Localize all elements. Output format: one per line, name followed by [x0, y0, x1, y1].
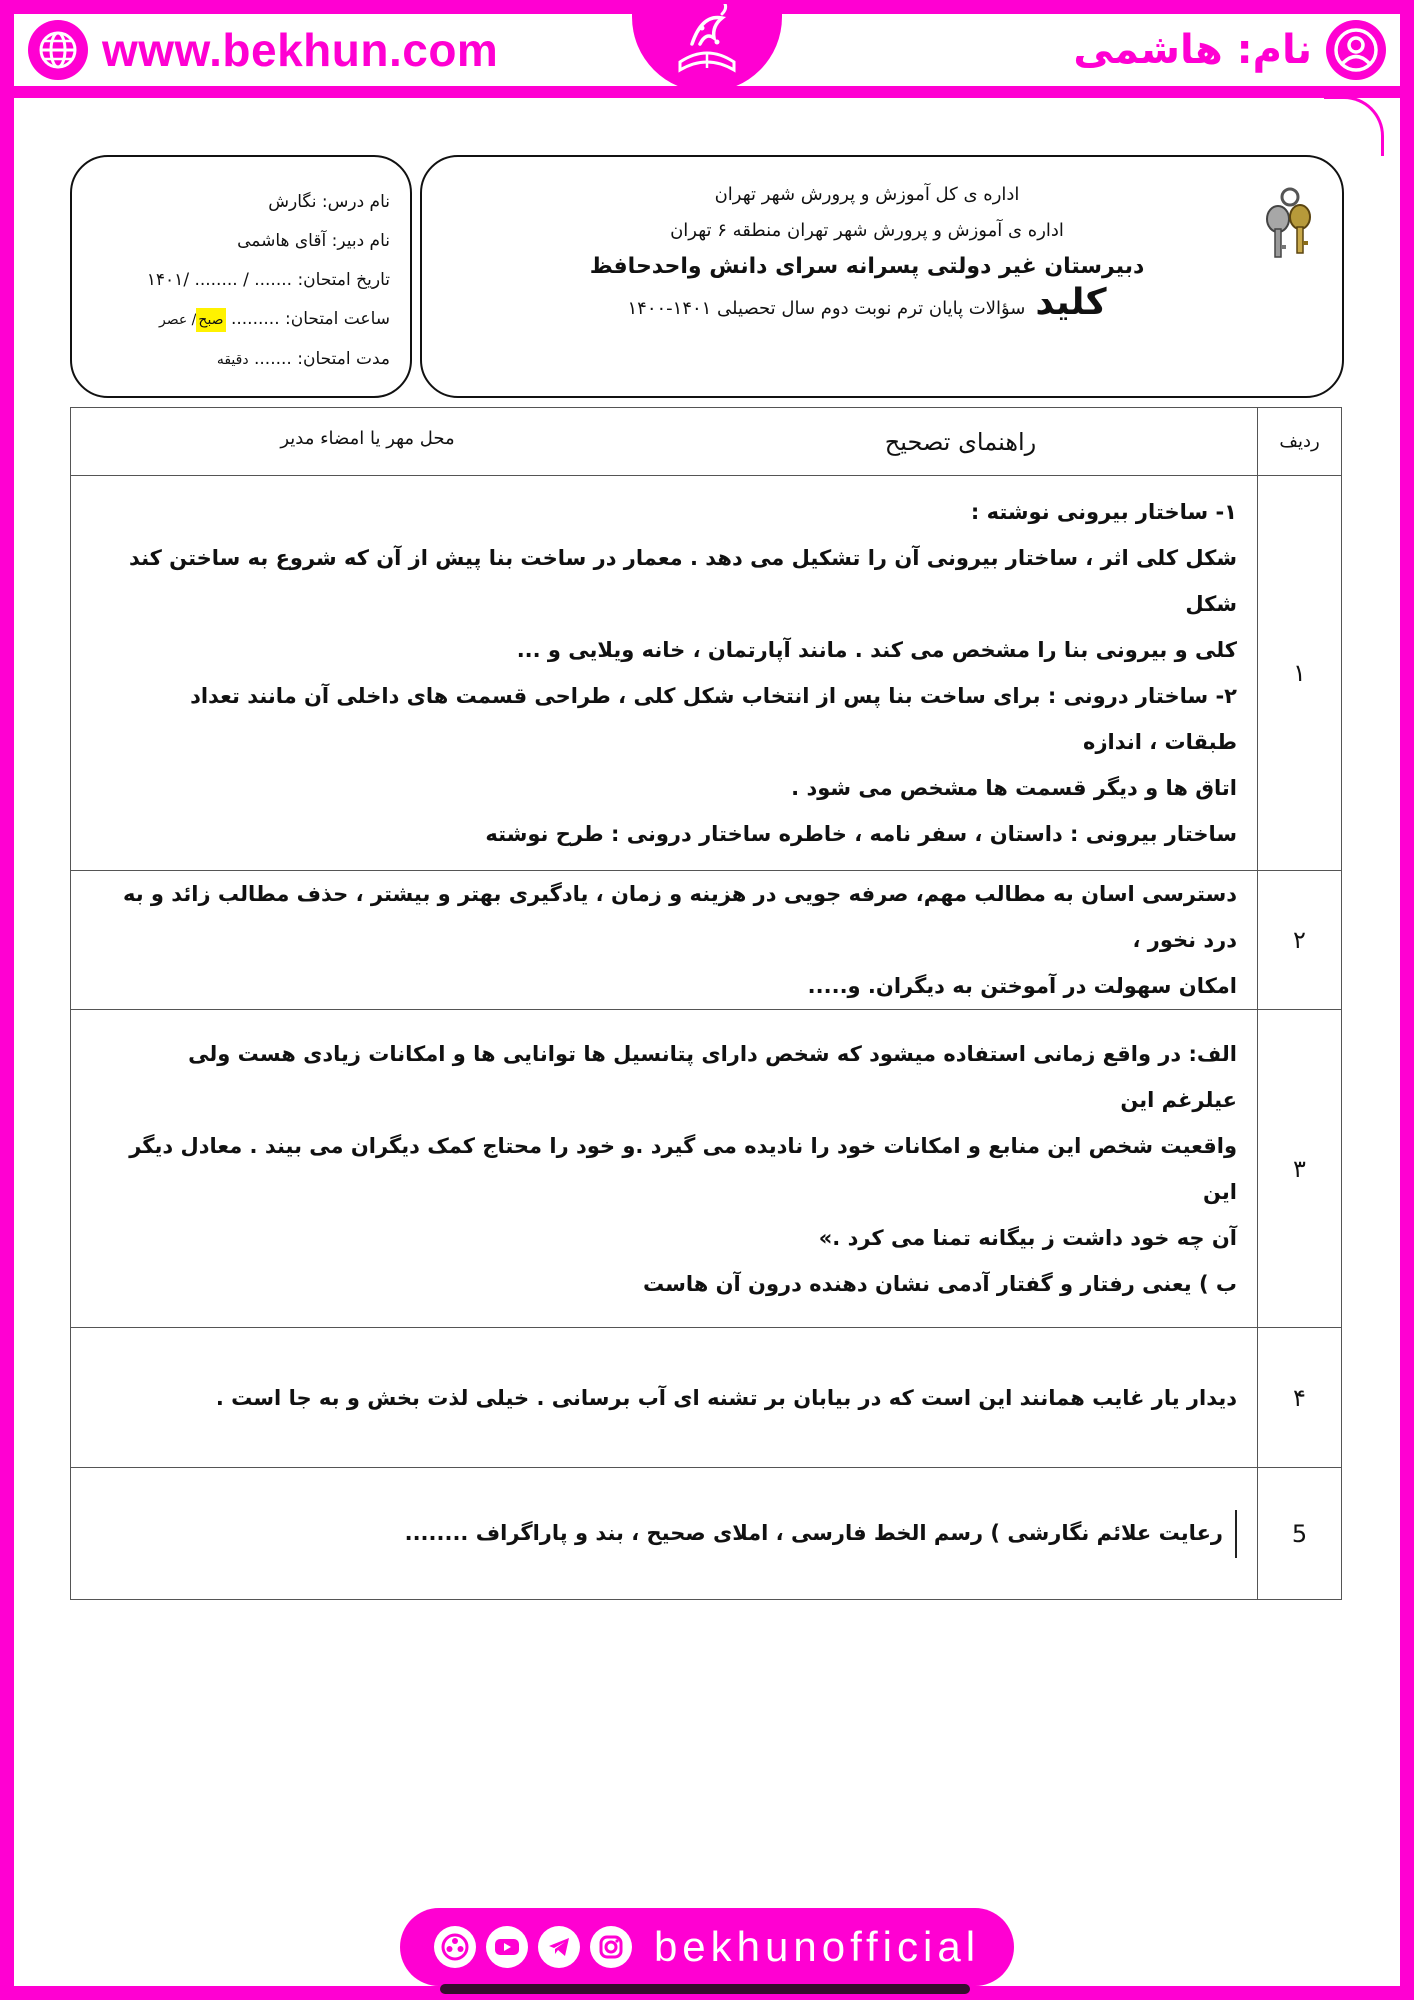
answer-line: امکان سهولت در آموختن به دیگران. و..... [807, 974, 1237, 998]
subject-field: نام درس: نگارش [268, 192, 390, 212]
social-handle[interactable]: bekhunofficial [653, 1923, 981, 1970]
answer-line: دیدار یار غایب همانند این است که در بیابان بر تشنه ای آب برسانی . خیلی لذت بخش و به جا است . [215, 1385, 1237, 1410]
table-row [71, 476, 1342, 871]
duration-unit: دقیقه [216, 352, 249, 368]
answer-cell [71, 871, 1258, 1010]
answer-line: کلی و بیرونی بنا را مشخص می کند . مانند آپارتمان ، خانه ویلایی و ... [516, 638, 1237, 662]
answer-line: ۲- ساختار درونی : برای ساخت بنا پس از انتخاب شکل کلی ، طراحی قسمت های داخلی آن مانند تعداد طبقات ، اندازه [190, 684, 1237, 754]
globe-icon [28, 20, 88, 80]
table-row [71, 1328, 1342, 1468]
teacher-field: نام دبیر: آقای هاشمی [237, 231, 390, 251]
row-number: ۲ [1258, 871, 1342, 1010]
user-icon [1326, 20, 1386, 80]
time-morning: صبح [196, 308, 225, 332]
footer-shadow [440, 1984, 970, 1994]
answer-line: ب ) یعنی رفتار و گفتار آدمی نشان دهنده درون آن هاست [642, 1271, 1237, 1296]
answer-line: واقعیت شخص این منابع و امکانات خود را نادیده می گیرد .و خود را محتاج کمک دیگران می بیند . معادل دیگر این [129, 1133, 1237, 1204]
answer-cell [71, 476, 1258, 871]
time-field [92, 300, 390, 340]
row-number: ۱ [1258, 476, 1342, 871]
answer-cell [71, 1328, 1258, 1468]
row-number: ۳ [1258, 1010, 1342, 1328]
answer-key-table [70, 407, 1342, 1600]
table-row [71, 1468, 1342, 1600]
header-line-1: اداره ی کل آموزش و پرورش شهر تهران [714, 184, 1020, 205]
exam-info-box [70, 155, 412, 398]
owner-text: نام: هاشمی [1073, 27, 1312, 73]
social-footer [400, 1908, 1014, 1986]
instagram-icon[interactable] [590, 1926, 632, 1968]
col-guide-header [71, 408, 1258, 476]
answer-line: ساختار بیرونی : داستان ، سفر نامه ، خاطره ساختار درونی : طرح نوشته [485, 822, 1237, 846]
duration-field [92, 340, 390, 380]
exam-title: سؤالات پایان ترم نوبت دوم سال تحصیلی ۱۴۰۱-۱۴۰۰ [627, 298, 1026, 319]
exam-title-row [502, 282, 1232, 327]
answer-line: آن چه خود داشت ز بیگانه تمنا می کرد .» [818, 1225, 1237, 1250]
answer-line: اتاق ها و دیگر قسمت ها مشخص می شود . [791, 776, 1237, 800]
row-number: ۴ [1258, 1328, 1342, 1468]
time-evening: / عصر [159, 312, 197, 328]
answer-line: شکل کلی اثر ، ساختار بیرونی آن را تشکیل می دهد . معمار در ساخت بنا پیش از آن که شروع به ساختن کند شکل [128, 546, 1237, 616]
keys-icon [1260, 183, 1316, 263]
film-reel-icon[interactable] [434, 1926, 476, 1968]
answer-cell [71, 1010, 1258, 1328]
sign-area-label: محل مهر یا امضاء مدیر [280, 427, 455, 449]
duration-label: مدت امتحان: ....... [254, 349, 390, 369]
col-row-header: ردیف [1258, 408, 1342, 476]
answer-line: دسترسی اسان به مطالب مهم، صرفه جویی در هزینه و زمان ، یادگیری بهتر و بیشتر ، حذف مطالب زائد و به درد نخور ، [122, 882, 1237, 952]
answer-cell [71, 1468, 1258, 1600]
date-field: تاریخ امتحان: ....... / ........ /۱۴۰۱ [146, 270, 390, 290]
table-row [71, 1010, 1342, 1328]
header-line-2: اداره ی آموزش و پرورش شهر تهران منطقه ۶ تهران [670, 220, 1064, 241]
url-text[interactable]: www.bekhun.com [102, 24, 499, 76]
text-cursor-mark [1235, 1510, 1237, 1558]
exam-header-box [420, 155, 1344, 398]
youtube-icon[interactable] [486, 1926, 528, 1968]
telegram-icon[interactable] [538, 1926, 580, 1968]
answer-line: ۱- ساختار بیرونی نوشته : [970, 500, 1237, 524]
site-url[interactable] [28, 18, 498, 82]
table-header-row [71, 408, 1342, 476]
time-label: ساعت امتحان: ......... [230, 309, 390, 329]
guide-title: راهنمای تصحیح [884, 427, 1037, 456]
owner-name [1073, 18, 1386, 82]
answer-key-label: کلید [1035, 282, 1107, 323]
answer-line: رعایت علائم نگارشی ) رسم الخط فارسی ، املای صحیح ، بند و پاراگراف ........ [404, 1520, 1223, 1545]
table-row [71, 871, 1342, 1010]
book-logo-icon [662, 4, 752, 88]
answer-line: الف: در واقع زمانی استفاده میشود که شخص دارای پتانسیل ها توانایی ها و امکانات زیادی هست ولی عیلرغم این [188, 1041, 1237, 1112]
row-number: 5 [1258, 1468, 1342, 1600]
school-name: دبیرستان غیر دولتی پسرانه سرای دانش واحدحافظ [589, 254, 1145, 279]
